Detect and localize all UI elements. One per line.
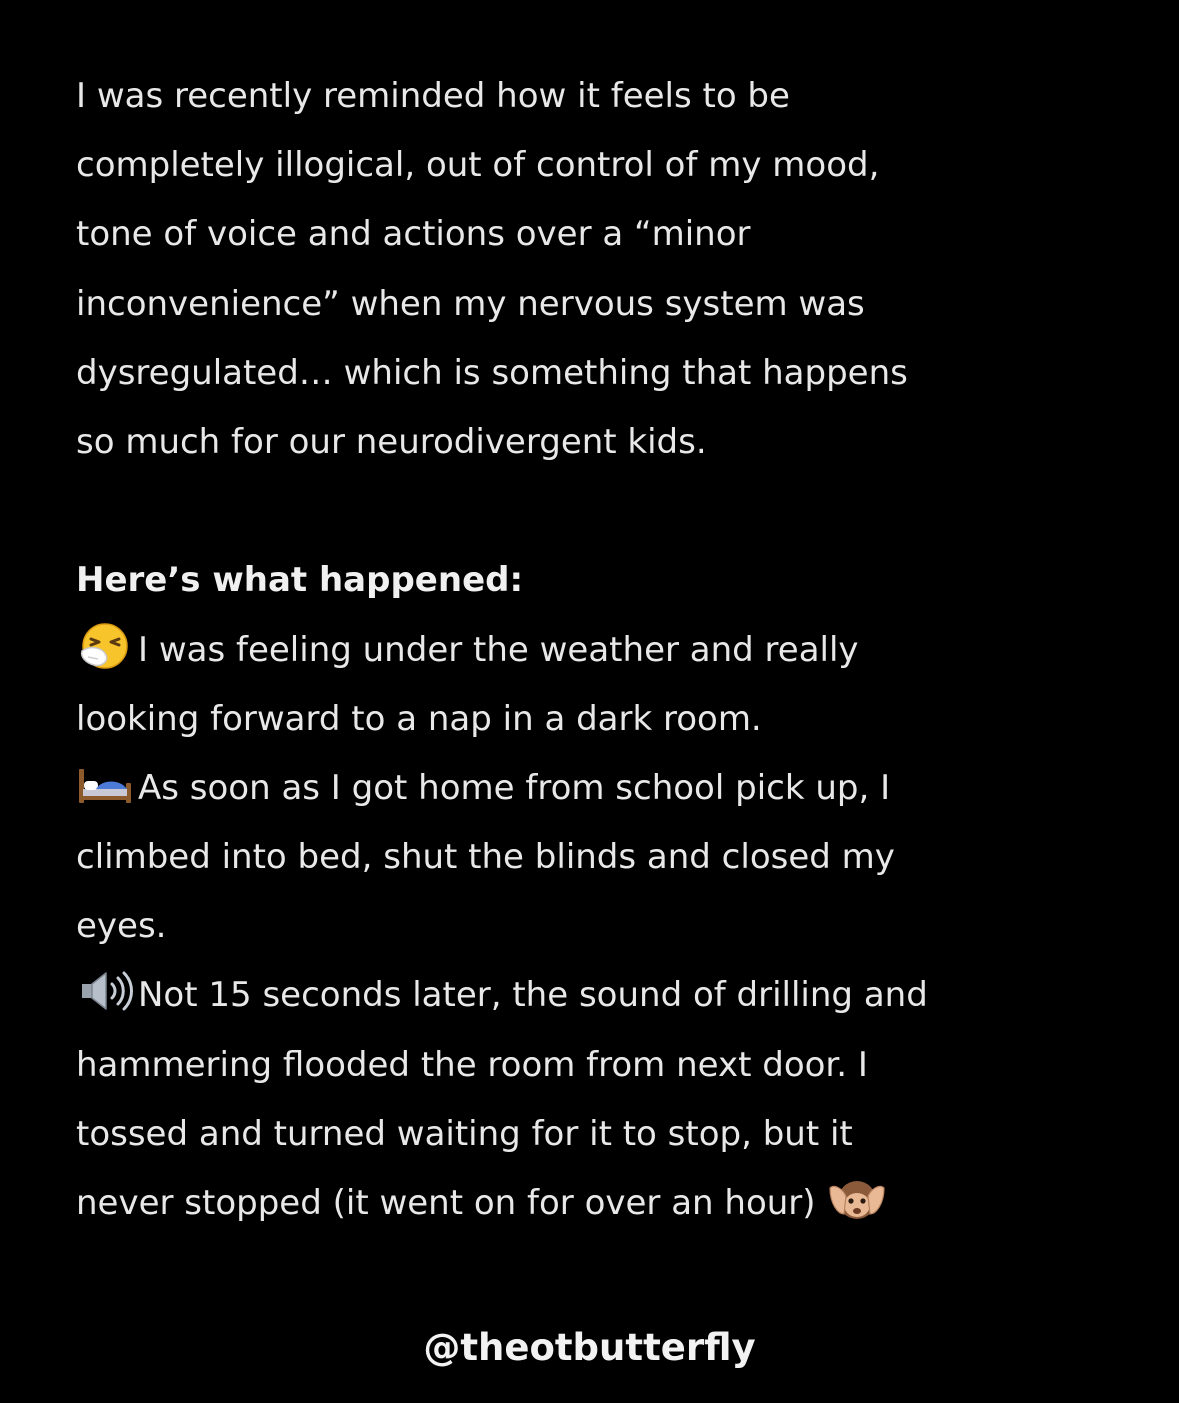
intro-line: inconvenience” when my nervous system was [76, 283, 865, 324]
list-item-line: looking forward to a nap in a dark room. [76, 698, 762, 739]
author-handle: @theotbutterfly [423, 1326, 756, 1369]
sneezing-face-icon [76, 621, 134, 671]
list-item-line: eyes. [76, 906, 167, 947]
list-item-text: As soon as I got home from school pick up, I [138, 767, 891, 808]
paragraph-gap [76, 477, 1106, 546]
list-item-line [76, 754, 1106, 823]
list-item-line: hammering flooded the room from next door. I [76, 1044, 868, 1085]
speaker-high-volume-icon [76, 966, 134, 1016]
intro-line: I was recently reminded how it feels to be [76, 76, 790, 116]
list-item-text: never stopped (it went on for over an hour) [76, 1183, 816, 1223]
hear-no-evil-monkey-icon [828, 1174, 886, 1224]
post-body [76, 62, 1106, 1238]
bed-icon [76, 759, 134, 809]
list-item-text: Not 15 seconds later, the sound of drilling and [138, 975, 928, 1016]
intro-line: so much for our neurodivergent kids. [76, 421, 707, 462]
intro-line: completely illogical, out of control of my mood, [76, 145, 880, 186]
section-heading: Here’s what happened: [76, 560, 524, 601]
list-item-line: tossed and turned waiting for it to stop, but it [76, 1113, 853, 1154]
list-item-line: climbed into bed, shut the blinds and closed my [76, 837, 895, 878]
intro-line: tone of voice and actions over a “minor [76, 214, 751, 255]
list-item-line [76, 961, 1106, 1030]
list-item-line [76, 616, 1106, 685]
list-item-line [76, 1169, 1106, 1238]
list-item-text: I was feeling under the weather and really [138, 629, 859, 670]
intro-line: dysregulated… which is something that happens [76, 352, 908, 393]
